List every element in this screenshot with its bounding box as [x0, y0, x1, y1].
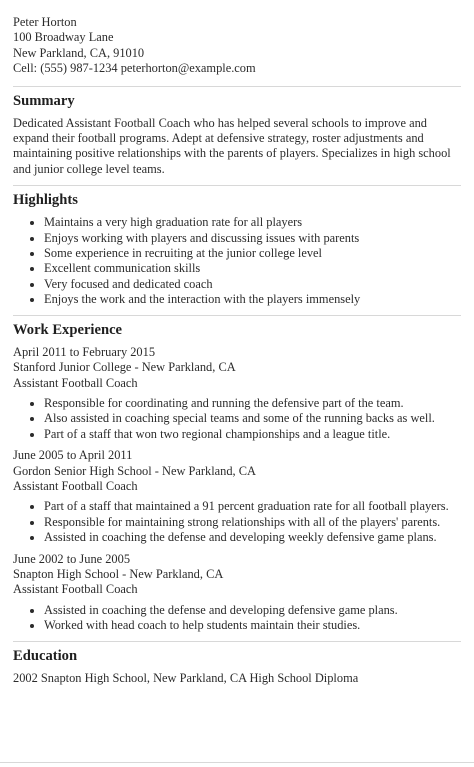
- job-duty: Part of a staff that maintained a 91 percent graduation rate for all football players.: [44, 499, 461, 514]
- highlight-item: Maintains a very high graduation rate for all players: [44, 215, 461, 230]
- contact-address: 100 Broadway Lane: [13, 30, 114, 45]
- contact-name: Peter Horton: [13, 15, 77, 29]
- job-duty: Worked with head coach to help students maintain their studies.: [44, 618, 461, 633]
- contact-phone-email: Cell: (555) 987-1234 peterhorton@example.com: [13, 61, 256, 76]
- highlight-item: Very focused and dedicated coach: [44, 277, 461, 292]
- summary-heading: Summary: [13, 92, 75, 109]
- summary-section: [13, 86, 461, 178]
- job-duties-list: [13, 603, 461, 634]
- education-entry: 2002 Snapton High School, New Parkland, CA High School Diploma: [13, 670, 359, 685]
- job-dates: April 2011 to February 2015: [13, 344, 156, 359]
- job-title: Assistant Football Coach: [13, 582, 138, 597]
- highlights-heading: Highlights: [13, 192, 78, 209]
- job-duties-list: [13, 499, 461, 545]
- contact-block: [13, 15, 461, 77]
- highlight-item: Enjoys working with players and discussing issues with parents: [44, 231, 461, 246]
- job-duty: Responsible for maintaining strong relationships with all of the players' parents.: [44, 515, 461, 530]
- highlights-section: [13, 185, 461, 307]
- job-employer: Gordon Senior High School - New Parkland, CA: [13, 463, 256, 478]
- job-dates: June 2002 to June 2005: [13, 551, 131, 566]
- job-duty: Assisted in coaching the defense and developing defensive game plans.: [44, 603, 461, 618]
- education-heading: Education: [13, 647, 78, 664]
- job-title: Assistant Football Coach: [13, 478, 138, 493]
- job-title: Assistant Football Coach: [13, 375, 138, 390]
- job-entry: [13, 552, 461, 634]
- highlight-item: Some experience in recruiting at the junior college level: [44, 246, 461, 261]
- job-entry: [13, 345, 461, 442]
- job-duty: Part of a staff that won two regional championships and a league title.: [44, 427, 461, 442]
- job-dates: June 2005 to April 2011: [13, 448, 133, 463]
- job-meta: [13, 552, 461, 598]
- job-duty: Also assisted in coaching special teams and some of the running backs as well.: [44, 411, 461, 426]
- highlight-item: Enjoys the work and the interaction with the players immensely: [44, 292, 461, 307]
- job-meta: [13, 448, 461, 494]
- work-experience-section: [13, 315, 461, 634]
- highlights-list: [13, 215, 461, 307]
- job-employer: Snapton High School - New Parkland, CA: [13, 566, 224, 581]
- job-employer: Stanford Junior College - New Parkland, CA: [13, 360, 236, 375]
- summary-text: Dedicated Assistant Football Coach who has helped several schools to improve and expand their football programs. Adept at defensive strategy, roster adjustments and maintaining positive relationships with the parents of players. Specializes in high school and junior college level teams.: [13, 115, 451, 176]
- contact-city: New Parkland, CA, 91010: [13, 45, 145, 60]
- education-section: [13, 641, 461, 686]
- job-meta: [13, 345, 461, 391]
- bottom-divider: [0, 762, 474, 763]
- highlight-item: Excellent communication skills: [44, 261, 461, 276]
- work-experience-heading: Work Experience: [13, 321, 123, 338]
- job-duty: Assisted in coaching the defense and developing weekly defensive game plans.: [44, 530, 461, 545]
- job-duties-list: [13, 396, 461, 442]
- job-entry: [13, 448, 461, 545]
- job-duty: Responsible for coordinating and running the defensive part of the team.: [44, 396, 461, 411]
